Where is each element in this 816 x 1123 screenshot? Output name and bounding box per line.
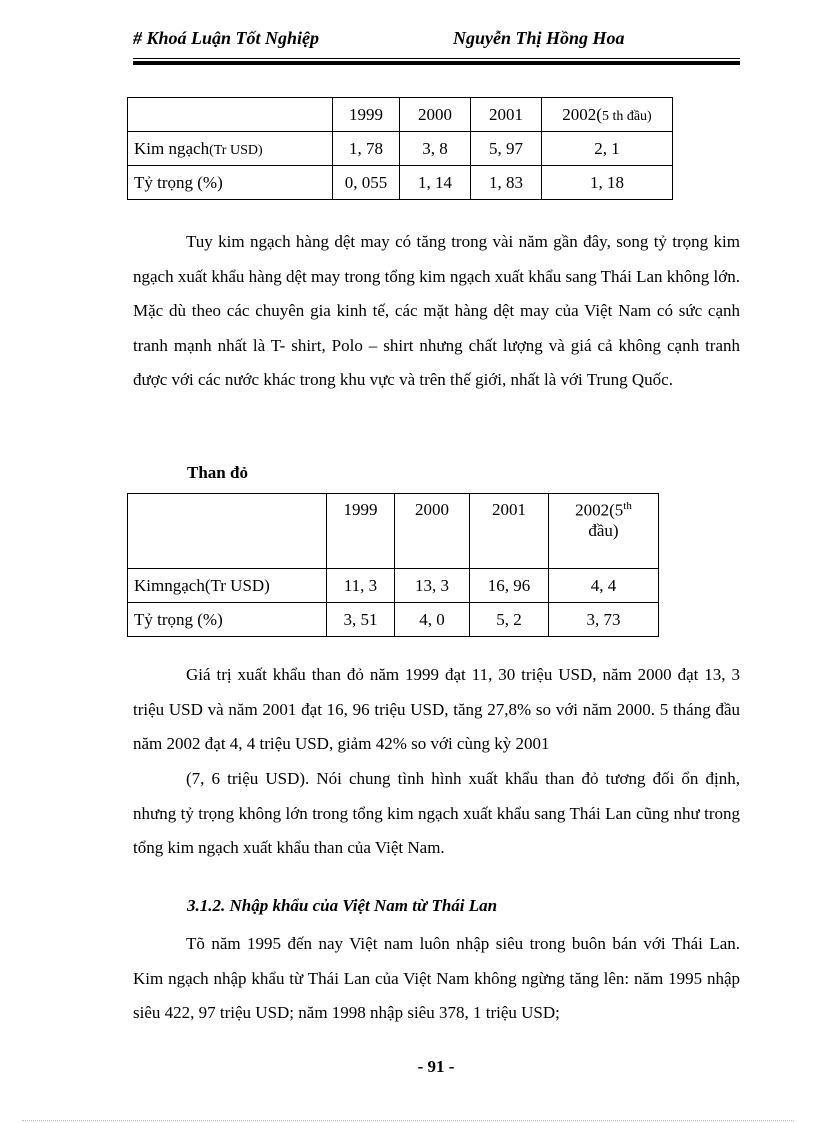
paragraph-coal-values — [133, 658, 740, 762]
table-cell: 11, 3 — [327, 569, 395, 603]
table-year-note: 5 th đầu) — [601, 108, 652, 124]
header-rule-thin — [133, 58, 740, 59]
table-year-cell — [549, 494, 659, 569]
table-cell: 5, 97 — [471, 132, 542, 166]
table-cell: 2, 1 — [542, 132, 673, 166]
header-rule-thick — [133, 61, 740, 65]
table-cell: 4, 0 — [395, 603, 470, 637]
section-title-than-do: Than đỏ — [187, 463, 248, 482]
table-cell: 13, 3 — [395, 569, 470, 603]
textile-export-table — [127, 97, 673, 200]
table-row — [128, 132, 673, 166]
table-cell: 1, 83 — [471, 166, 542, 200]
page-bottom-divider — [22, 1120, 794, 1121]
table-row-label: Kimngạch(Tr USD) — [128, 569, 327, 603]
table-cell: 5, 2 — [470, 603, 549, 637]
table-corner-cell — [128, 98, 333, 132]
table-cell: 3, 73 — [549, 603, 659, 637]
table-cell: 3, 51 — [327, 603, 395, 637]
table-row — [128, 603, 659, 637]
table-year-cell: 2001 — [470, 494, 549, 569]
table-year-cell — [542, 98, 673, 132]
table-row-label: Tỷ trọng (%) — [128, 166, 333, 200]
table-cell: 16, 96 — [470, 569, 549, 603]
table-year-cell: 2000 — [400, 98, 471, 132]
coal-export-table — [127, 493, 659, 637]
table-row — [128, 569, 659, 603]
row-label-unit: (Tr USD) — [209, 142, 263, 158]
table-row-label: Tỷ trọng (%) — [128, 603, 327, 637]
paragraph-textile — [133, 225, 740, 398]
subsection-heading: 3.1.2. Nhập khẩu của Việt Nam từ Thái Lan — [187, 896, 498, 915]
paragraph-text: (7, 6 triệu USD). Nói chung tình hình xuất khẩu than đỏ tương đối ổn định, nhưng tỷ trọng không lớn trong tổng kim ngạch xuất khẩu sang Thái Lan cũng như trong tổng kim ngạch xuất khẩu than của Việt Nam. — [133, 769, 740, 857]
page-header — [133, 28, 740, 52]
table-year-note: đầu) — [588, 520, 619, 540]
table-year-cell: 2000 — [395, 494, 470, 569]
table-cell: 4, 4 — [549, 569, 659, 603]
table-year-label: 2002( — [562, 104, 602, 124]
table-header-row — [128, 98, 673, 132]
header-author-name: Nguyễn Thị Hồng Hoa — [453, 28, 625, 48]
paragraph-text: Tõ năm 1995 đến nay Việt nam luôn nhập siêu trong buôn bán với Thái Lan. Kim ngạch nhập khẩu từ Thái Lan của Việt Nam không ngừng tăng lên: năm 1995 nhập siêu 422, 97 triệu USD; năm 1998 nhập siêu 378, 1 triệu USD; — [133, 934, 740, 1022]
table-row-label — [128, 132, 333, 166]
paragraph-text: Giá trị xuất khẩu than đỏ năm 1999 đạt 11, 30 triệu USD, năm 2000 đạt 13, 3 triệu USD và năm 2001 đạt 16, 96 triệu USD, tăng 27,8% so với năm 2000. 5 tháng đầu năm 2002 đạt 4, 4 triệu USD, giảm 42% so với cùng kỳ 2001 — [133, 665, 740, 753]
table-year-label: 2002(5 — [575, 500, 624, 520]
table-year-cell: 1999 — [333, 98, 400, 132]
row-label-text: Kim ngạch — [134, 138, 210, 158]
table-row — [128, 166, 673, 200]
table-year-cell: 2001 — [471, 98, 542, 132]
table-cell: 0, 055 — [333, 166, 400, 200]
header-thesis-title: # Khoá Luận Tốt Nghiệp — [133, 28, 320, 48]
paragraph-imports — [133, 927, 740, 1031]
table-cell: 3, 8 — [400, 132, 471, 166]
page-number: - 91 - — [417, 1057, 455, 1076]
table-cell: 1, 18 — [542, 166, 673, 200]
table-corner-cell — [128, 494, 327, 569]
paragraph-text: Tuy kim ngạch hàng dệt may có tăng trong vài năm gần đây, song tỷ trọng kim ngạch xuất khẩu hàng dệt may trong tổng kim ngạch xuất khẩu sang Thái Lan không lớn. Mặc dù theo các chuyên gia kinh tế, các mặt hàng dệt may của Việt Nam có sức cạnh tranh mạnh nhất là T- shirt, Polo – shirt nhưng chất lượng và giá cả không cạnh tranh được với các nước khác trong khu vực và trên thế giới, nhất là với Trung Quốc. — [133, 232, 740, 389]
table-year-cell: 1999 — [327, 494, 395, 569]
paragraph-coal-summary — [133, 762, 740, 866]
table-year-sup: th — [623, 500, 632, 512]
table-header-row — [128, 494, 659, 569]
table-cell: 1, 14 — [400, 166, 471, 200]
table-cell: 1, 78 — [333, 132, 400, 166]
